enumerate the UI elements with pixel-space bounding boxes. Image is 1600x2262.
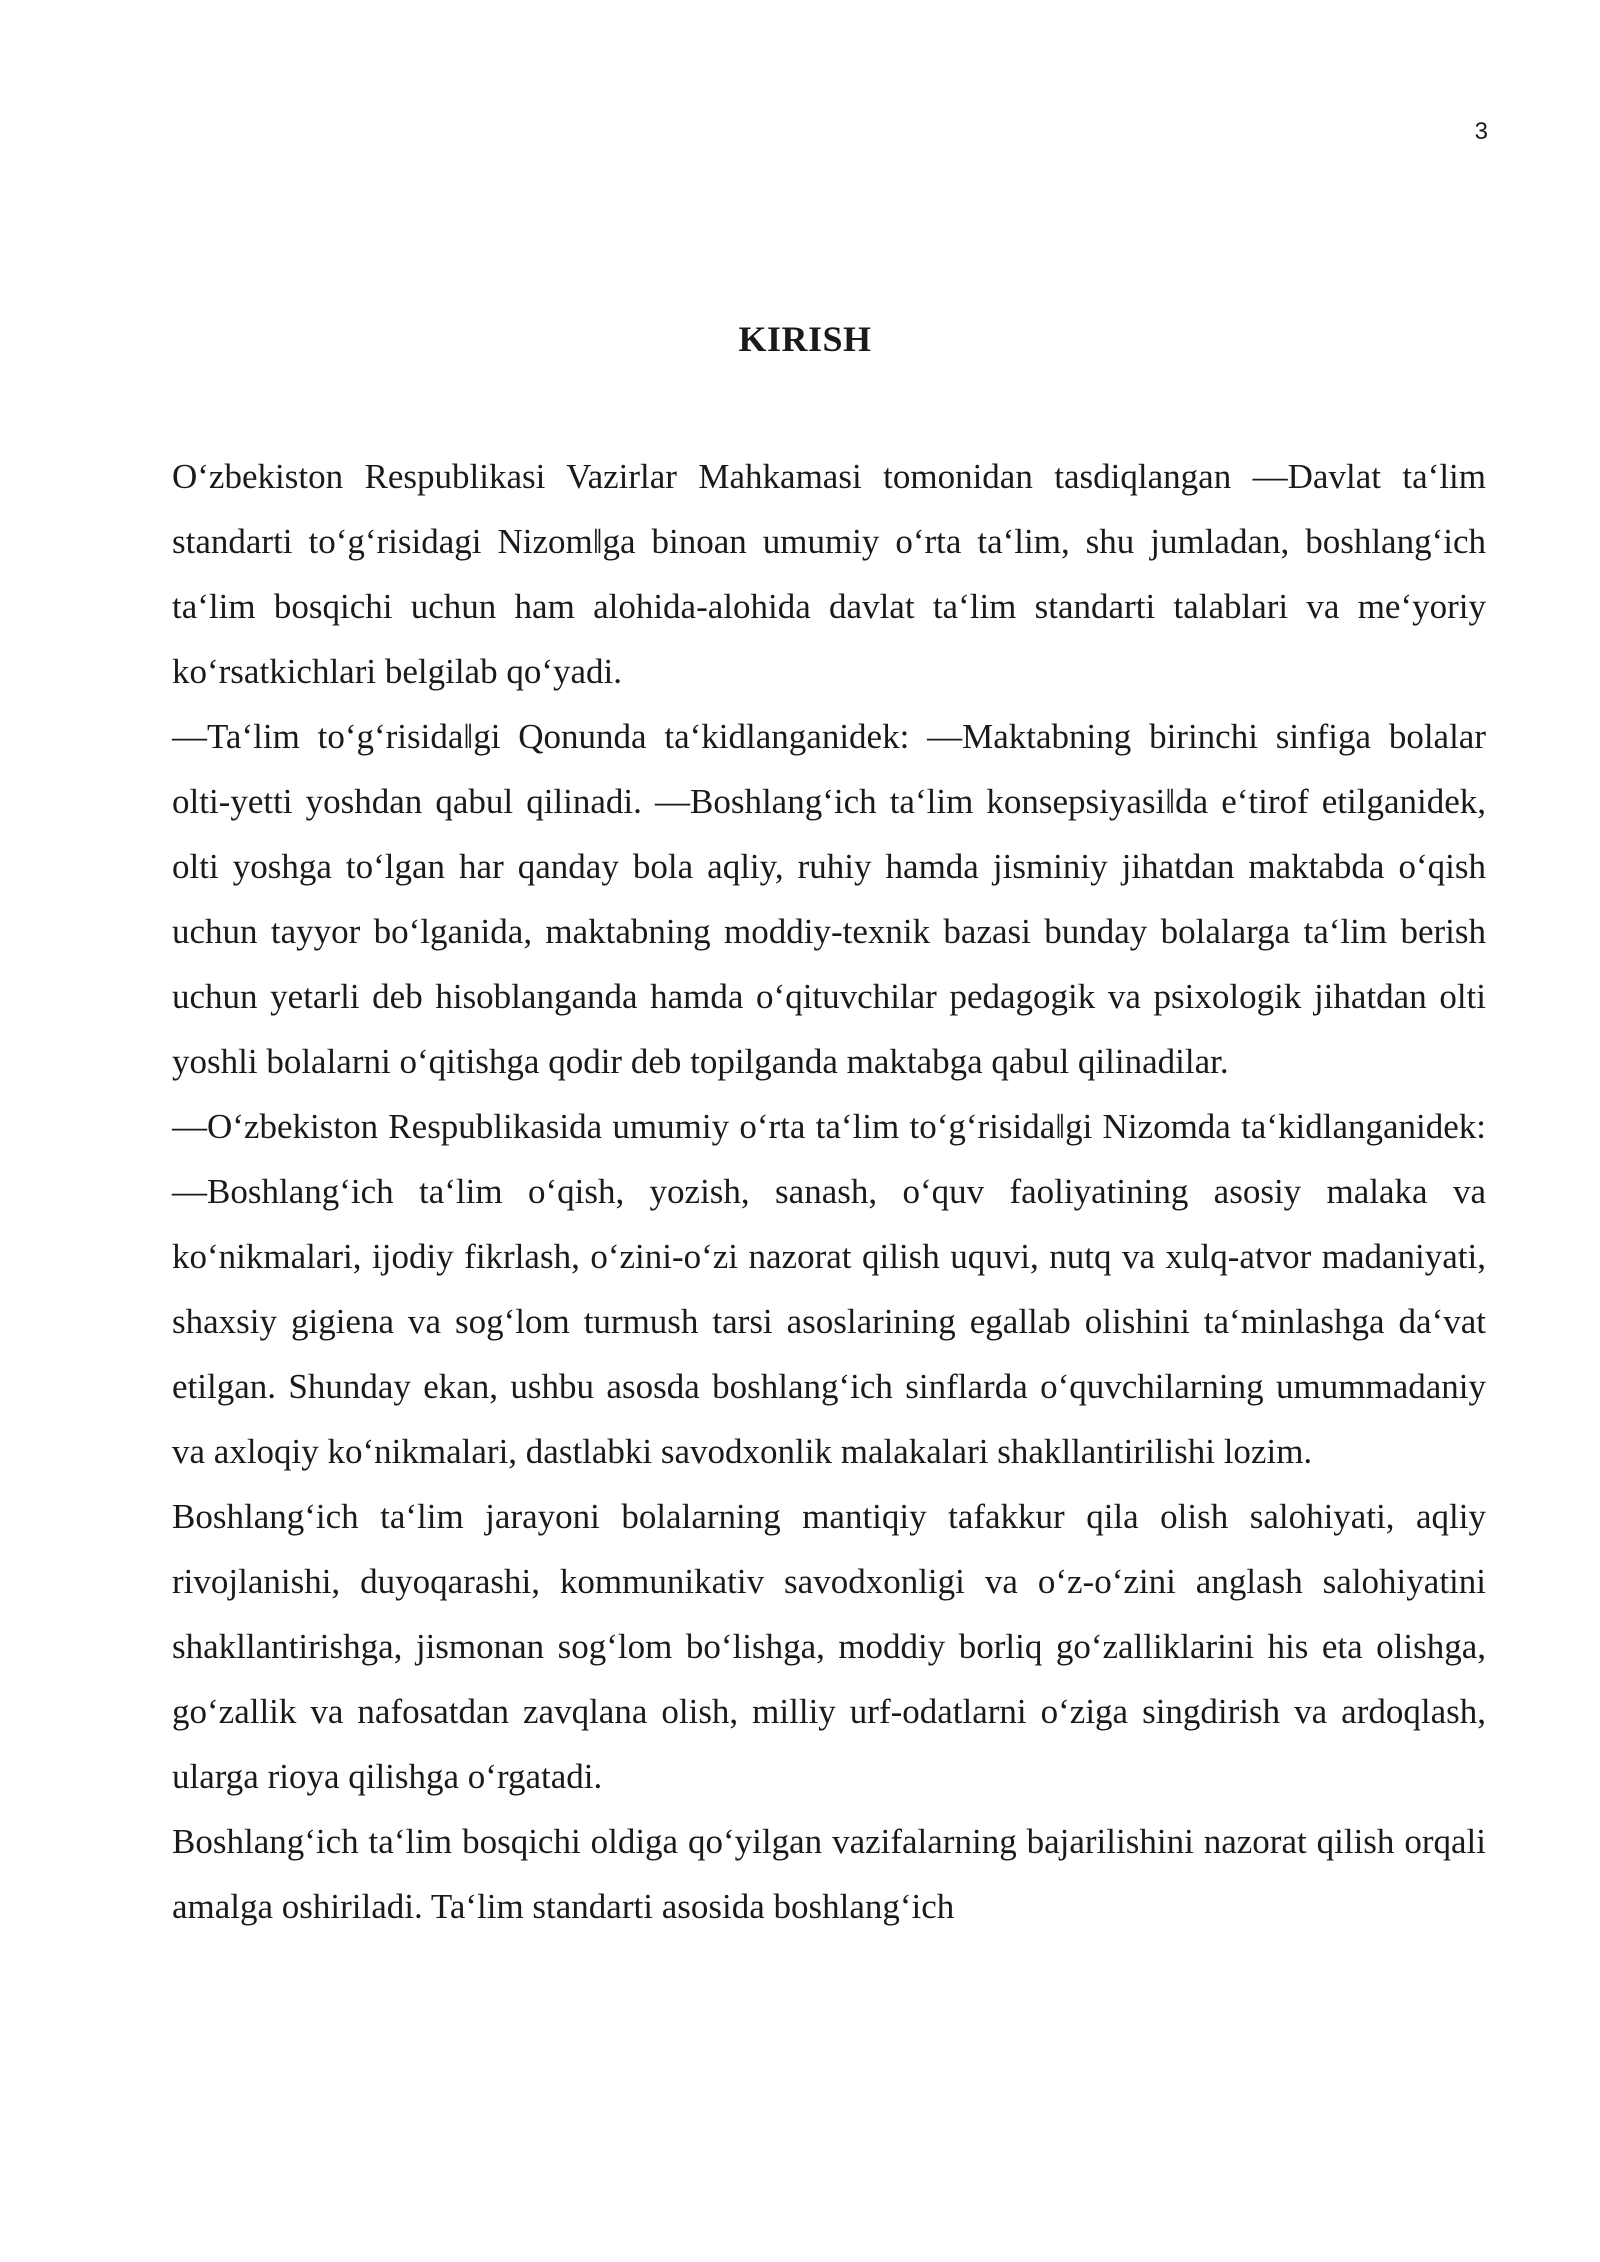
paragraph-4: Boshlang‘ich ta‘lim jarayoni bolalarning mantiqiy tafakkur qila olish salohiyati, aqliy rivojlanishi, duyoqarashi, kommunikativ savodxonligi va o‘z-o‘zini anglash salohiyatini shakllantirishga, jismonan sog‘lom bo‘lishga, moddiy borliq go‘zalliklarini his eta olishga, go‘zallik va nafosatdan zavqlana olish, milliy urf-odatlarni o‘ziga singdirish va ardoqlash, ularga rioya qilishga o‘rgatadi. <box>172 1497 1486 1796</box>
paragraph-5: Boshlang‘ich ta‘lim bosqichi oldiga qo‘yilgan vazifalarning bajarilishini nazorat qilish orqali amalga oshiriladi. Ta‘lim standarti asosida boshlang‘ich <box>172 1822 1486 1926</box>
paragraph-1: O‘zbekiston Respublikasi Vazirlar Mahkamasi tomonidan tasdiqlangan ―Davlat ta‘lim standarti to‘g‘risidagi Nizom‖ga binoan umumiy o‘rta ta‘lim, shu jumladan, boshlang‘ich ta‘lim bosqichi uchun ham alohida-alohida davlat ta‘lim standarti talablari va me‘yoriy ko‘rsatkichlari belgilab qo‘yadi. <box>172 457 1486 691</box>
page-number: 3 <box>1474 118 1488 145</box>
paragraph-2: ―Ta‘lim to‘g‘risida‖gi Qonunda ta‘kidlanganidek: ―Maktabning birinchi sinfiga bolalar olti-yetti yoshdan qabul qilinadi. ―Boshlang‘ich ta‘lim konsepsiyasi‖da e‘tirof etilganidek, olti yoshga to‘lgan har qanday bola aqliy, ruhiy hamda jisminiy jihatdan maktabda o‘qish uchun tayyor bo‘lganida, maktabning moddiy-texnik bazasi bunday bolalarga ta‘lim berish uchun yetarli deb hisoblanganda hamda o‘qituvchilar pedagogik va psixologik jihatdan olti yoshli bolalarni o‘qitishga qodir deb topilganda maktabga qabul qilinadilar. <box>172 717 1486 1081</box>
paragraph-3: ―O‘zbekiston Respublikasida umumiy o‘rta ta‘lim to‘g‘risida‖gi Nizomda ta‘kidlanganidek: ―Boshlang‘ich ta‘lim o‘qish, yozish, sanash, o‘quv faoliyatining asosiy malaka va ko‘nikmalari, ijodiy fikrlash, o‘zini-o‘zi nazorat qilish uquvi, nutq va xulq-atvor madaniyati, shaxsiy gigiena va sog‘lom turmush tarsi asoslarining egallab olishini ta‘minlashga da‘vat etilgan. Shunday ekan, ushbu asosda boshlang‘ich sinflarda o‘quvchilarning umummadaniy va axloqiy ko‘nikmalari, dastlabki savodxonlik malakalari shakllantirilishi lozim. <box>172 1107 1486 1471</box>
body-text <box>172 444 1486 1939</box>
page-title: KIRISH <box>738 319 872 359</box>
